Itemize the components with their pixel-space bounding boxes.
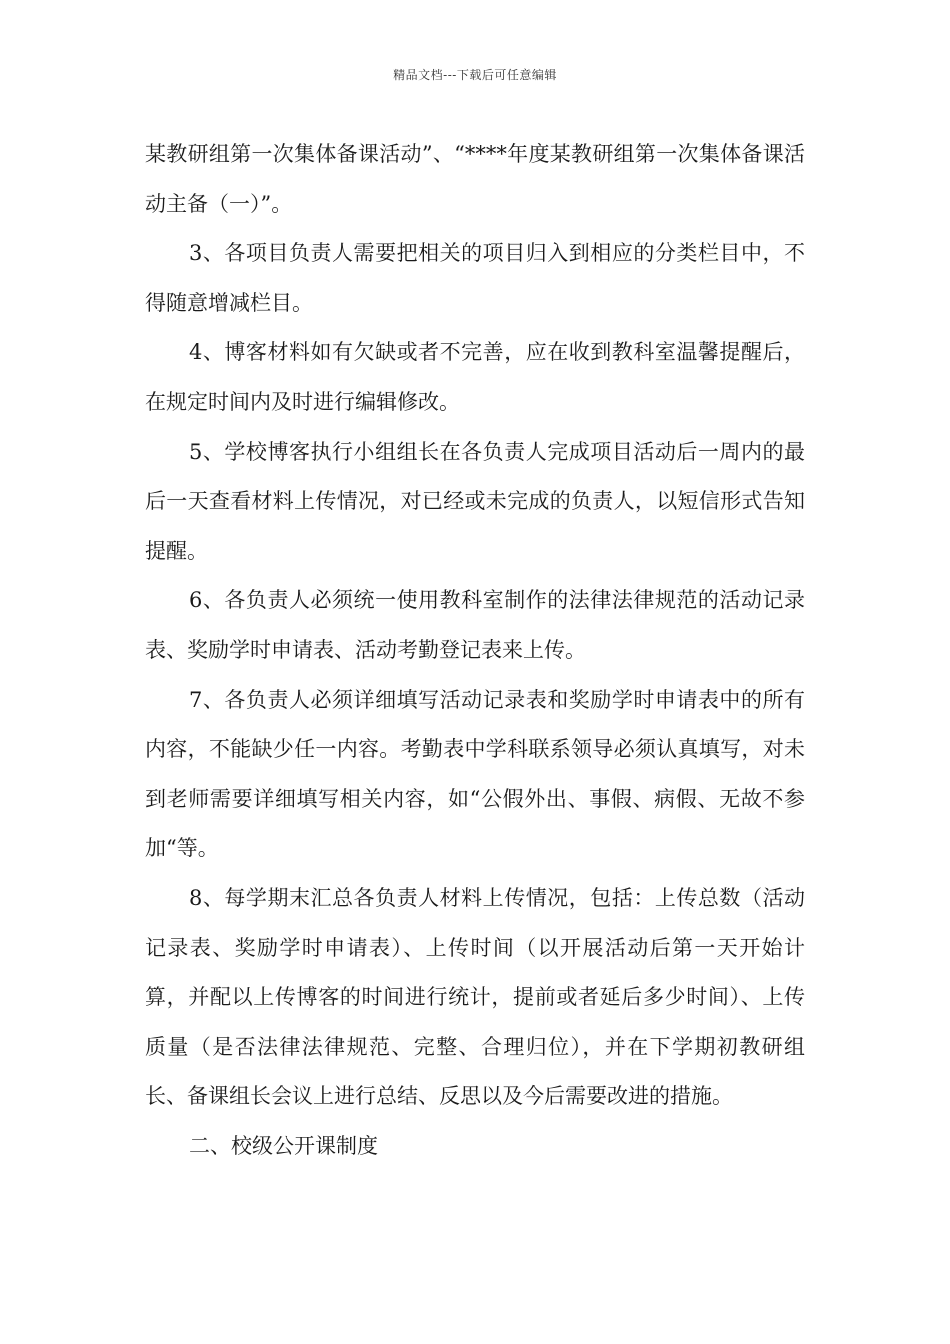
paragraph-item-5: 5、学校博客执行小组组长在各负责人完成项目活动后一周内的最后一天查看材料上传情况，对已经或未完成的负责人，以短信形式告知提醒。: [145, 439, 805, 563]
section-heading: 二、校级公开课制度: [189, 1133, 378, 1158]
document-body: [145, 130, 805, 1171]
paragraph-item-4: 4、博客材料如有欠缺或者不完善，应在收到教科室温馨提醒后，在规定时间内及时进行编辑修改。: [145, 340, 805, 414]
paragraph-item-7: 7、各负责人必须详细填写活动记录表和奖励学时申请表中的所有内容，不能缺少任一内容。考勤表中学科联系领导必须认真填写，对未到老师需要详细填写相关内容，如“公假外出、事假、病假、无故不参加“等。: [145, 687, 805, 861]
paragraph-continuation: 某教研组第一次集体备课活动”、“****年度某教研组第一次集体备课活动主备（一）”。: [145, 142, 805, 216]
paragraph-item-3: 3、各项目负责人需要把相关的项目归入到相应的分类栏目中，不得随意增减栏目。: [145, 241, 805, 315]
page-header: 精品文档---下载后可任意编辑: [393, 68, 557, 82]
paragraph-item-8: 8、每学期末汇总各负责人材料上传情况，包括：上传总数（活动记录表、奖励学时申请表）、上传时间（以开展活动后第一天开始计算，并配以上传博客的时间进行统计，提前或者延后多少时间）、上传质量（是否法律法律规范、完整、合理归位），并在下学期初教研组长、备课组长会议上进行总结、反思以及今后需要改进的措施。: [145, 885, 805, 1109]
paragraph-item-6: 6、各负责人必须统一使用教科室制作的法律法律规范的活动记录表、奖励学时申请表、活动考勤登记表来上传。: [145, 588, 805, 662]
